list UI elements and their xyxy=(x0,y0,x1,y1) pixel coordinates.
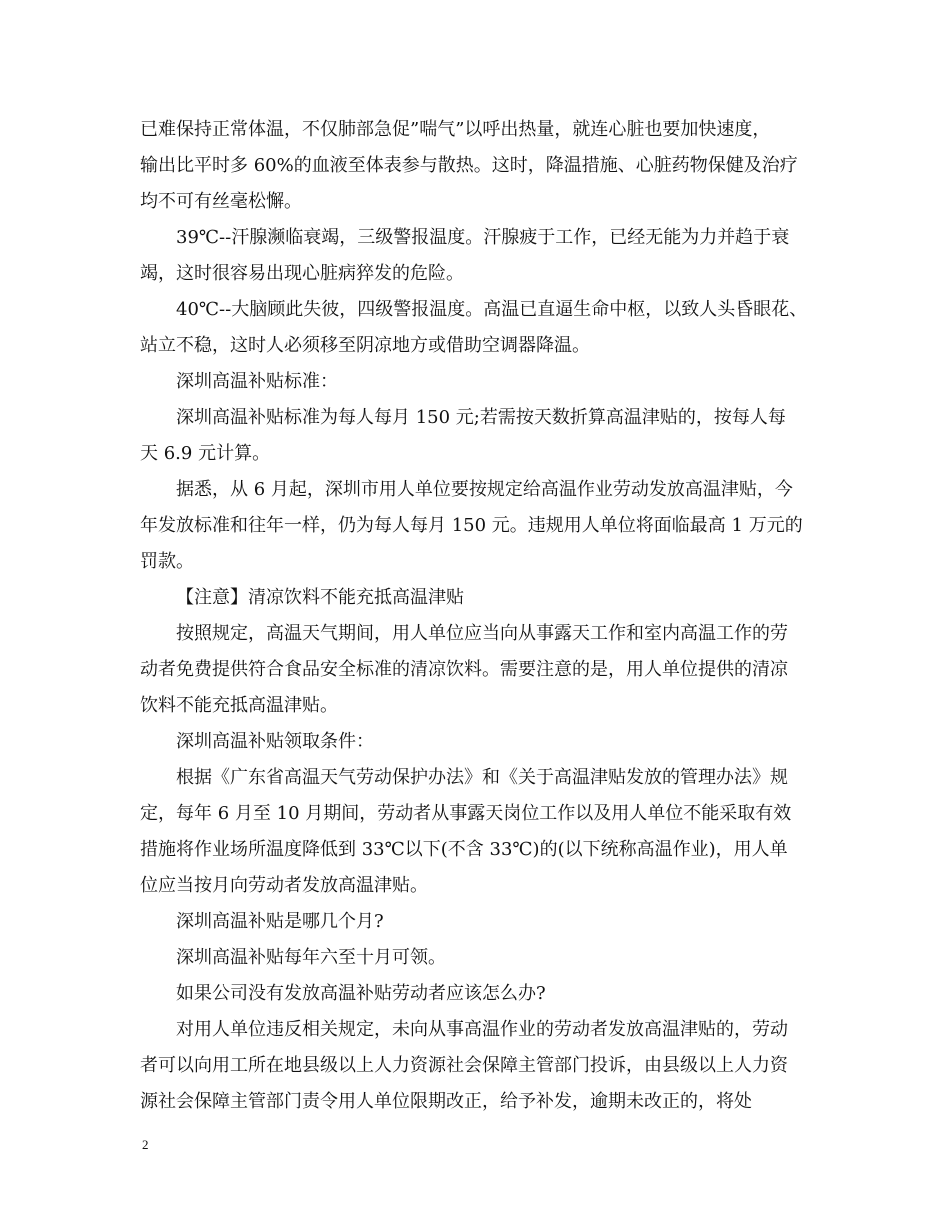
text-line: 按照规定，高温天气期间，用人单位应当向从事露天工作和室内高温工作的劳 xyxy=(176,623,788,644)
text-line: 均不可有丝毫松懈。 xyxy=(140,191,302,212)
document-body xyxy=(140,112,812,1120)
text-line: 者可以向用工所在地县级以上人力资源社会保障主管部门投诉，由县级以上人力资 xyxy=(140,1055,788,1076)
text-line: 措施将作业场所温度降低到 33℃以下(不含 33℃)的(以下统称高温作业)，用人单 xyxy=(140,839,788,860)
text-line: 据悉，从 6 月起，深圳市用人单位要按规定给高温作业劳动发放高温津贴，今 xyxy=(176,479,793,500)
text-line: 定，每年 6 月至 10 月期间，劳动者从事露天岗位工作以及用人单位不能采取有效 xyxy=(140,803,792,824)
text-line: 深圳高温补贴标准为每人每月 150 元;若需按天数折算高温津贴的，按每人每 xyxy=(176,407,786,428)
text-line: 源社会保障主管部门责令用人单位限期改正，给予补发，逾期未改正的，将处 xyxy=(140,1091,752,1112)
text-line: 深圳高温补贴标准： xyxy=(176,371,338,392)
text-line: 深圳高温补贴是哪几个月? xyxy=(176,911,384,932)
text-line: 39℃--汗腺濒临衰竭，三级警报温度。汗腺疲于工作，已经无能为力并趋于衰 xyxy=(176,227,790,248)
text-line: 已难保持正常体温，不仅肺部急促”喘气”以呼出热量，就连心脏也要加快速度， xyxy=(140,119,771,140)
text-line: 竭，这时很容易出现心脏病猝发的危险。 xyxy=(140,263,464,284)
text-line: 站立不稳，这时人必须移至阴凉地方或借助空调器降温。 xyxy=(140,335,590,356)
text-line: 饮料不能充抵高温津贴。 xyxy=(140,695,338,716)
text-line: 对用人单位违反相关规定，未向从事高温作业的劳动者发放高温津贴的，劳动 xyxy=(176,1019,788,1040)
text-line: 天 6.9 元计算。 xyxy=(140,443,271,464)
text-line: 罚款。 xyxy=(140,551,194,572)
text-line: 年发放标准和往年一样，仍为每人每月 150 元。违规用人单位将面临最高 1 万元的 xyxy=(140,515,803,536)
text-line: 位应当按月向劳动者发放高温津贴。 xyxy=(140,875,428,896)
text-line: 深圳高温补贴每年六至十月可领。 xyxy=(176,947,446,968)
text-line: 动者免费提供符合食品安全标准的清凉饮料。需要注意的是，用人单位提供的清凉 xyxy=(140,659,788,680)
text-line: 根据《广东省高温天气劳动保护办法》和《关于高温津贴发放的管理办法》规 xyxy=(176,767,788,788)
text-line: 如果公司没有发放高温补贴劳动者应该怎么办? xyxy=(176,983,546,1004)
text-line: 【注意】清凉饮料不能充抵高温津贴 xyxy=(176,587,464,608)
text-line: 输出比平时多 60%的血液至体表参与散热。这时，降温措施、心脏药物保健及治疗 xyxy=(140,155,798,176)
page-number: 2 xyxy=(142,1137,149,1152)
text-line: 深圳高温补贴领取条件： xyxy=(176,731,374,752)
text-line: 40℃--大脑顾此失彼，四级警报温度。高温已直逼生命中枢，以致人头昏眼花、 xyxy=(176,299,808,320)
